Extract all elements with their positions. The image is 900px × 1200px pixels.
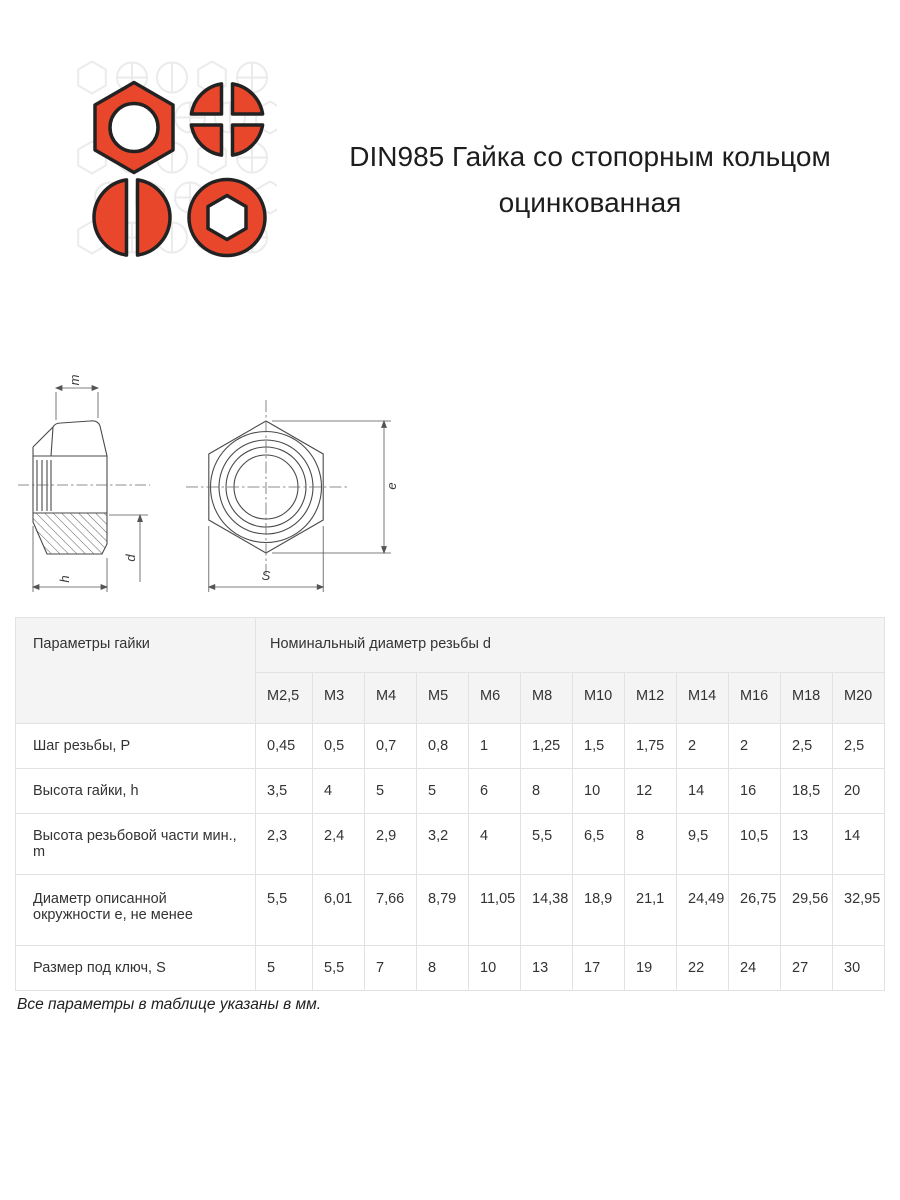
parameter-value-cell: 8 [521,769,573,814]
parameter-value-cell: 3,2 [417,814,469,875]
parameter-value-cell: 2,3 [256,814,313,875]
parameter-value-cell: 0,7 [365,724,417,769]
spec-table-container [15,617,885,991]
dim-label-e: e [384,482,399,490]
size-column-header: M3 [313,673,365,724]
parameter-value-cell: 1,75 [625,724,677,769]
size-column-header: M10 [573,673,625,724]
parameter-value-cell: 26,75 [729,875,781,946]
parameter-value-cell: 12 [625,769,677,814]
parameter-value-cell: 18,9 [573,875,625,946]
row-parameter-label: Шаг резьбы, P [16,724,256,769]
parameter-value-cell: 1,5 [573,724,625,769]
parameter-value-cell: 2,4 [313,814,365,875]
parameter-value-cell: 6,01 [313,875,365,946]
row-parameter-label: Диаметр описанной окружности e, не менее [16,875,256,946]
size-column-header: M18 [781,673,833,724]
parameter-value-cell: 13 [521,946,573,991]
parameter-value-cell: 14 [677,769,729,814]
parameter-value-cell: 29,56 [781,875,833,946]
parameter-value-cell: 1 [469,724,521,769]
diameter-group-header: Номинальный диаметр резьбы d [256,618,885,673]
size-column-header: M4 [365,673,417,724]
parameter-value-cell: 2 [677,724,729,769]
size-column-header: M6 [469,673,521,724]
table-row [16,946,885,991]
parameter-value-cell: 0,5 [313,724,365,769]
row-parameter-label: Высота гайки, h [16,769,256,814]
parameter-value-cell: 2 [729,724,781,769]
nut-side-view-drawing [18,368,183,613]
parameter-value-cell: 24 [729,946,781,991]
parameter-value-cell: 32,95 [833,875,885,946]
size-column-header: M12 [625,673,677,724]
parameter-value-cell: 5,5 [313,946,365,991]
fastener-brand-logo [72,58,277,266]
page-title-line2: оцинкованная [498,187,682,218]
dim-label-m: m [67,374,82,386]
dim-label-s: S [261,568,271,583]
size-column-header: M2,5 [256,673,313,724]
parameter-value-cell: 7,66 [365,875,417,946]
hex-socket-head-icon [189,180,265,256]
dim-label-h: h [57,575,72,583]
parameter-value-cell: 2,5 [833,724,885,769]
parameter-value-cell: 2,9 [365,814,417,875]
table-row [16,724,885,769]
parameter-value-cell: 8 [417,946,469,991]
row-parameter-label: Высота резьбовой части мин., m [16,814,256,875]
parameter-value-cell: 10 [573,769,625,814]
parameter-value-cell: 8 [625,814,677,875]
parameter-value-cell: 2,5 [781,724,833,769]
parameter-value-cell: 10 [469,946,521,991]
parameter-value-cell: 6,5 [573,814,625,875]
units-footnote: Все параметры в таблице указаны в мм. [17,996,322,1013]
parameter-value-cell: 0,45 [256,724,313,769]
dim-label-d: d [123,554,138,562]
parameter-value-cell: 8,79 [417,875,469,946]
size-column-header: M16 [729,673,781,724]
row-parameter-label: Размер под ключ, S [16,946,256,991]
parameter-value-cell: 0,8 [417,724,469,769]
nut-top-view-drawing [186,380,421,625]
size-column-header: M5 [417,673,469,724]
parameter-value-cell: 5,5 [521,814,573,875]
parameter-value-cell: 7 [365,946,417,991]
parameter-value-cell: 3,5 [256,769,313,814]
table-row [16,769,885,814]
parameter-value-cell: 22 [677,946,729,991]
table-row [16,875,885,946]
parameter-value-cell: 27 [781,946,833,991]
table-body [16,724,885,991]
page-title [290,134,890,226]
parameter-value-cell: 20 [833,769,885,814]
parameter-value-cell: 5 [417,769,469,814]
size-column-header: M8 [521,673,573,724]
parameter-value-cell: 18,5 [781,769,833,814]
nut-parameters-table [15,617,885,991]
parameter-value-cell: 4 [313,769,365,814]
parameter-value-cell: 17 [573,946,625,991]
table-header-row-top [16,618,885,673]
parameter-value-cell: 11,05 [469,875,521,946]
parameter-value-cell: 14,38 [521,875,573,946]
parameter-value-cell: 14 [833,814,885,875]
param-column-header: Параметры гайки [16,618,256,724]
page-title-line1: DIN985 Гайка со стопорным кольцом [349,141,831,172]
size-column-header: M20 [833,673,885,724]
dimension-d [109,515,148,582]
table-row [16,814,885,875]
dimension-m [56,386,98,420]
parameter-value-cell: 5,5 [256,875,313,946]
parameter-value-cell: 6 [469,769,521,814]
size-column-header: M14 [677,673,729,724]
parameter-value-cell: 24,49 [677,875,729,946]
parameter-value-cell: 13 [781,814,833,875]
parameter-value-cell: 5 [365,769,417,814]
parameter-value-cell: 10,5 [729,814,781,875]
parameter-value-cell: 9,5 [677,814,729,875]
parameter-value-cell: 19 [625,946,677,991]
parameter-value-cell: 30 [833,946,885,991]
parameter-value-cell: 5 [256,946,313,991]
parameter-value-cell: 16 [729,769,781,814]
parameter-value-cell: 1,25 [521,724,573,769]
phillips-screw-head-icon [191,84,262,155]
parameter-value-cell: 4 [469,814,521,875]
parameter-value-cell: 21,1 [625,875,677,946]
